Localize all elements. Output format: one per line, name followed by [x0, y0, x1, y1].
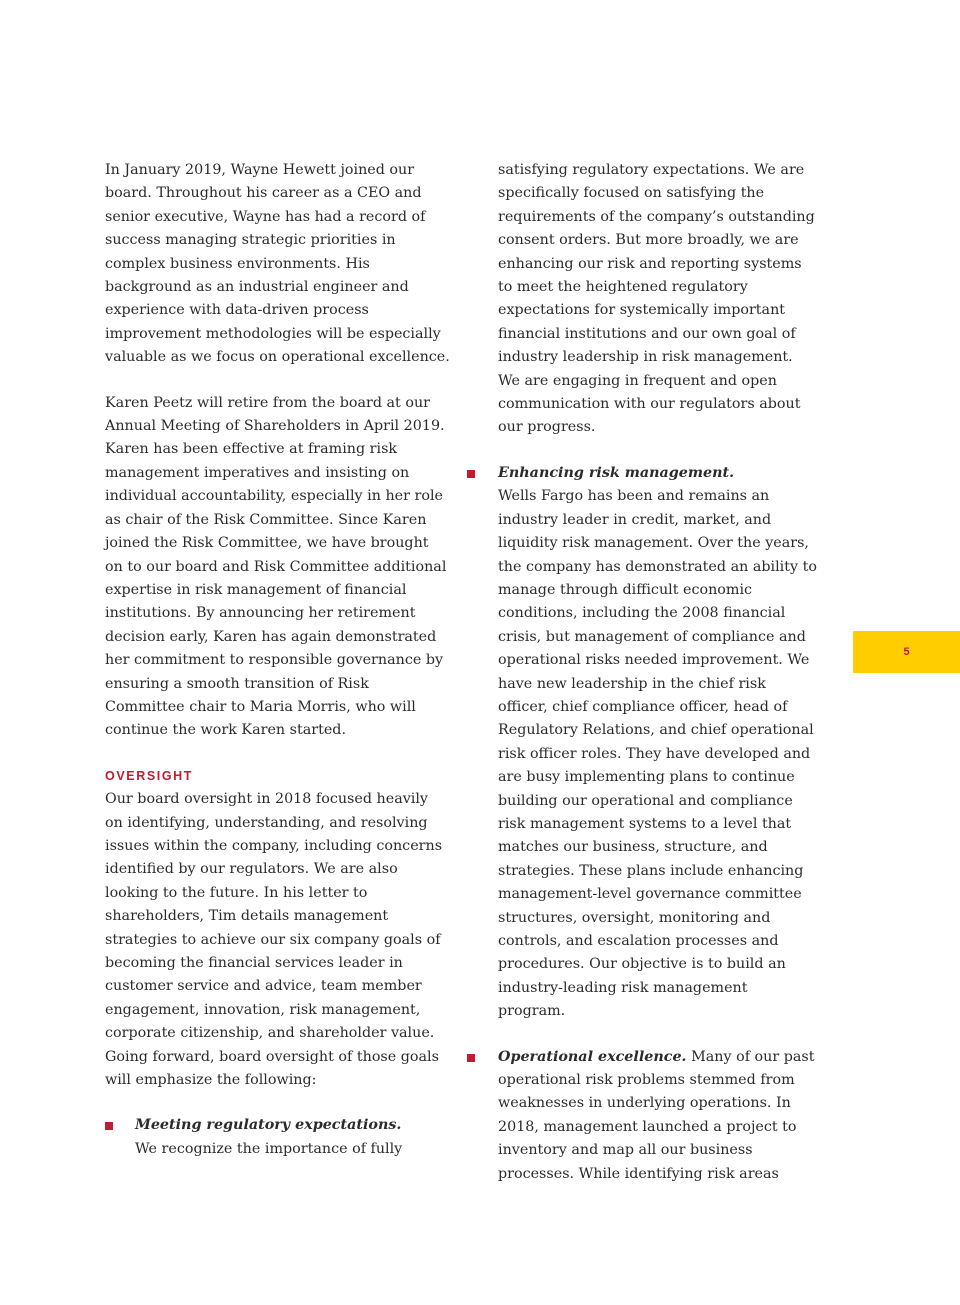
bullet-text: Many of our past operational risk problems stemmed from weaknesses in underlying operations. In 2018, management launched a project to inventory and map all our business processes. While identifying risk areas	[498, 1048, 815, 1182]
page-number-tab	[853, 631, 960, 673]
bullet-text: We recognize the importance of fully	[135, 1140, 403, 1157]
bullet-title: Meeting regulatory expectations.	[135, 1117, 402, 1134]
page-number: 5	[903, 646, 910, 658]
left-column	[105, 159, 450, 1183]
bullet-title: Enhancing risk management.	[498, 464, 735, 481]
square-bullet-icon	[467, 470, 475, 478]
regulatory-continuation-paragraph: satisfying regulatory expectations. We are specifically focused on satisfying the requirements of the company’s outstanding consent orders. But more broadly, we are enhancing our risk and reporting systems to meet the heightened regulatory expectations for systemically important financial institutions and our own goal of industry leadership in risk management. We are engaging in frequent and open communication with our regulators about our progress.	[498, 162, 815, 436]
square-bullet-icon	[467, 1054, 475, 1062]
bullet-risk-management	[498, 462, 818, 1024]
bullet-text: Wells Fargo has been and remains an industry leader in credit, market, and liquidity risk management. Over the years, the company has demonstrated an ability to manage through difficult economic conditions, including the 2008 financial crisis, but management of compliance and operational risks needed improvement. We have new leadership in the chief risk officer, chief compliance officer, head of Regulatory Relations, and chief operational risk officer roles. They have developed and are busy implementing plans to continue building our operational and compliance risk management systems to a level that matches our business, structure, and strategies. These plans include enhancing management-level governance committee structures, oversight, monitoring and controls, and escalation processes and procedures. Our objective is to build an industry-leading risk management program.	[498, 488, 817, 1020]
right-column	[498, 159, 818, 1208]
square-bullet-icon	[105, 1122, 113, 1130]
bullet-regulatory-expectations	[105, 1114, 450, 1161]
wayne-hewett-paragraph: In January 2019, Wayne Hewett joined our board. Throughout his career as a CEO and senior executive, Wayne has had a record of success managing strategic priorities in complex business environments. His background as an industrial engineer and experience with data-driven process improvement methodologies will be especially valuable as we focus on operational excellence.	[105, 162, 450, 366]
bullet-operational-excellence	[498, 1046, 818, 1186]
oversight-paragraph: Our board oversight in 2018 focused heavily on identifying, understanding, and resolving issues within the company, including concerns identified by our regulators. We are also looking to the future. In his letter to shareholders, Tim details management strategies to achieve our six company goals of becoming the financial services leader in customer service and advice, team member engagement, innovation, risk management, corporate citizenship, and shareholder value. Going forward, board oversight of those goals will emphasize the following:	[105, 791, 443, 1089]
oversight-heading: OVERSIGHT	[105, 768, 194, 783]
karen-peetz-paragraph: Karen Peetz will retire from the board at our Annual Meeting of Shareholders in April 2019. Karen has been effective at framing risk management imperatives and insisting on individual accountability, especially in her role as chair of the Risk Committee. Since Karen joined the Risk Committee, we have brought on to our board and Risk Committee additional expertise in risk management of financial institutions. By announcing her retirement decision early, Karen has again demonstrated her commitment to responsible governance by ensuring a smooth transition of Risk Committee chair to Maria Morris, who will continue the work Karen started.	[105, 394, 447, 739]
bullet-title: Operational excellence.	[498, 1048, 687, 1065]
